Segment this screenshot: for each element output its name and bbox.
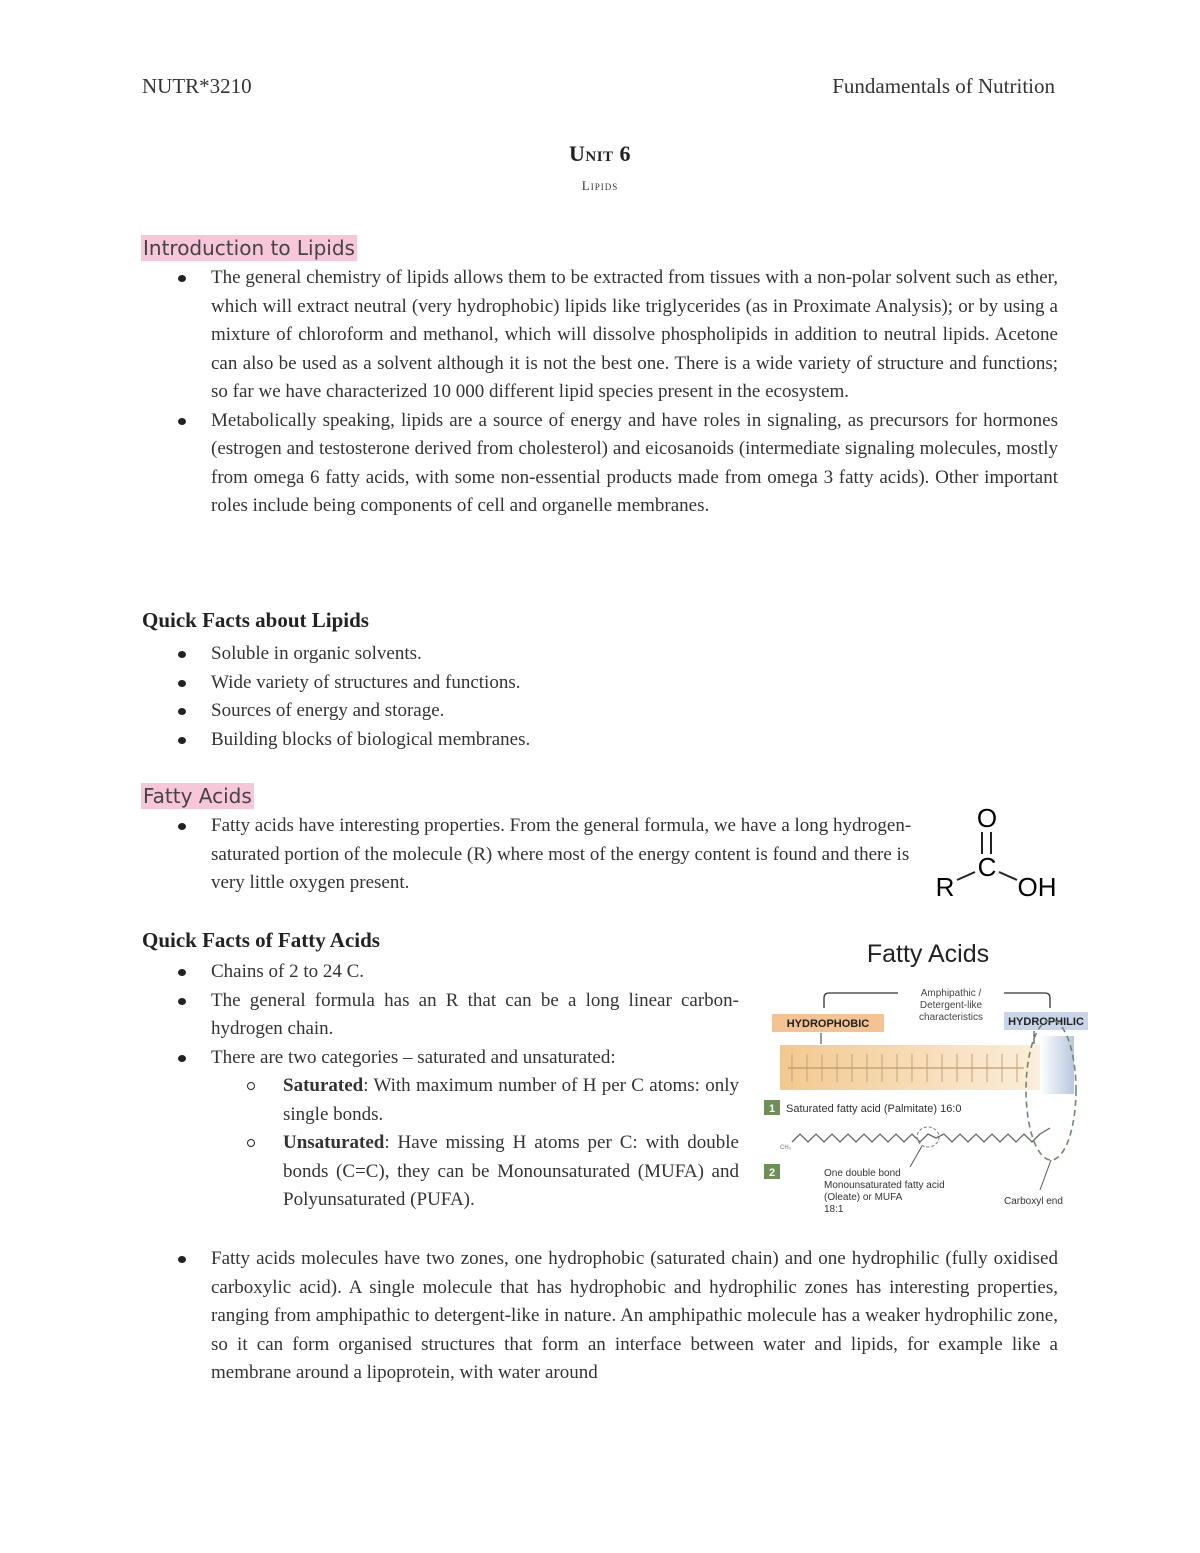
unsaturated-term: Unsaturated [283,1132,385,1153]
carboxylic-acid-formula [925,800,1065,905]
hydrophobic-label: HYDROPHOBIC [786,1018,870,1030]
formula-oh: OH [1017,872,1057,902]
quick-fa-sublist [211,1072,739,1215]
quick-fa-bullet-3-text: There are two categories – saturated and unsaturated: [211,1046,616,1068]
fatty-acids-list [141,812,921,898]
intro-bullet-1: The general chemistry of lipids allows them to be extracted from tissues with a non-polar solvent such as ether, which will extract neutral (very hydrophobic) lipids like triglycerides (as in Proximate Analysis); or by using a mixture of chloroform and methanol, which will dissolve phospholipids in addition to neutral lipids. Acetone can also be used as a solvent although it is not the best one. There is a wide variety of structure and functions; so far we have characterized 10 000 different lipid species present in the ecosystem. [141,264,1058,407]
header-course-code: NUTR*3210 [142,74,252,98]
unit-subtitle: Lipids [581,178,619,193]
quick-lipids-bullet-3: Sources of energy and storage. [141,697,1058,726]
saturated-item [211,1072,739,1129]
header-course-name: Fundamentals of Nutrition [832,74,1055,98]
saturated-desc: : With maximum number of H per C atoms: only single bonds. [283,1075,739,1125]
quick-fa-bullet-3 [141,1044,739,1215]
ch3-label: CH₃ [780,1145,792,1151]
label-2-line-2: Monounsaturated fatty acid [824,1180,945,1191]
amphipathic-label-3: characteristics [919,1012,983,1023]
quick-fa-bullet-2: The general formula has an R that can be a long linear carbon-hydrogen chain. [141,987,739,1044]
label-2-line-4: 18:1 [824,1204,844,1215]
intro-bullet-2: Metabolically speaking, lipids are a source of energy and have roles in signaling, as precursors for hormones (estrogen and testosterone derived from cholesterol) and eicosanoids (intermediate signaling molecules, mostly from omega 6 fatty acids, with some non-essential products made from omega 3 fatty acids). Other important roles include being components of cell and organelle membranes. [141,407,1058,521]
label-2-line-3: (Oleate) or MUFA [824,1192,903,1203]
intro-list [141,264,1058,521]
double-bond-marker [917,1127,939,1147]
hydrophilic-label: HYDROPHILIC [1008,1016,1084,1028]
double-bond-pointer [910,1146,922,1167]
intro-heading: Introduction to Lipids [143,236,355,260]
unsaturated-carboxyl-bond [1040,1128,1050,1134]
quick-lipids-bullet-1: Soluble in organic solvents. [141,640,1058,669]
fatty-acids-heading-wrap [141,783,254,809]
formula-bond-oh [999,872,1017,880]
quick-fa-list [141,958,739,1215]
formula-carbon: C [977,852,997,882]
label-1-text: Saturated fatty acid (Palmitate) 16:0 [786,1103,962,1115]
diagram-title: Fatty Acids [866,940,990,968]
fatty-acids-heading: Fatty Acids [143,784,252,808]
carboxyl-pointer [1040,1160,1051,1190]
unit-title: Unit 6 [568,141,632,166]
unsaturated-desc: : Have missing H atoms per C: with double bonds (C=C), they can be Monounsaturated (MUFA) and Polyunsaturated (PUFA). [283,1132,739,1210]
label-2-number: 2 [768,1167,776,1179]
fatty-acids-bullet: Fatty acids have interesting properties. From the general formula, we have a long hydrogen-saturated portion of the molecule (R) where most of the energy content is found and there is very little oxygen present. [141,812,921,898]
formula-bond-r [957,872,975,880]
formula-oxygen: O [976,803,998,833]
label-2-line-1: One double bond [824,1168,901,1179]
amphipathic-label-2: Detergent-like [919,1000,983,1011]
zones-bullet: Fatty acids molecules have two zones, one hydrophobic (saturated chain) and one hydrophilic (fully oxidised carboxylic acid). A single molecule that has hydrophobic and hydrophilic zones has interesting properties, ranging from amphipathic to detergent-like in nature. An amphipathic molecule has a weaker hydrophilic zone, so it can form organised structures that form an interface between water and lipids, for example like a membrane around a lipoprotein, with water around [141,1245,1058,1388]
fatty-acids-diagram [758,932,1098,1222]
quick-fa-bullet-1: Chains of 2 to 24 C. [141,958,739,987]
quick-lipids-heading: Quick Facts about Lipids [142,608,369,632]
formula-r: R [935,872,955,902]
quick-lipids-bullet-4: Building blocks of biological membranes. [141,726,1058,755]
unsaturated-chain [792,1134,1040,1142]
label-1-number: 1 [768,1103,776,1115]
quick-fa-heading: Quick Facts of Fatty Acids [142,928,380,952]
quick-lipids-list [141,640,1058,754]
bracket-right [1004,993,1050,1008]
amphipathic-label-1: Amphipathic / [920,988,982,999]
intro-heading-wrap [141,235,357,261]
zones-list [141,1245,1058,1388]
saturated-term: Saturated [283,1075,364,1096]
unsaturated-item [211,1129,739,1215]
bracket-left [824,993,898,1008]
carboxyl-head-band [1040,1036,1074,1094]
carboxyl-label: Carboxyl end [1004,1196,1063,1207]
quick-lipids-bullet-2: Wide variety of structures and functions. [141,669,1058,698]
